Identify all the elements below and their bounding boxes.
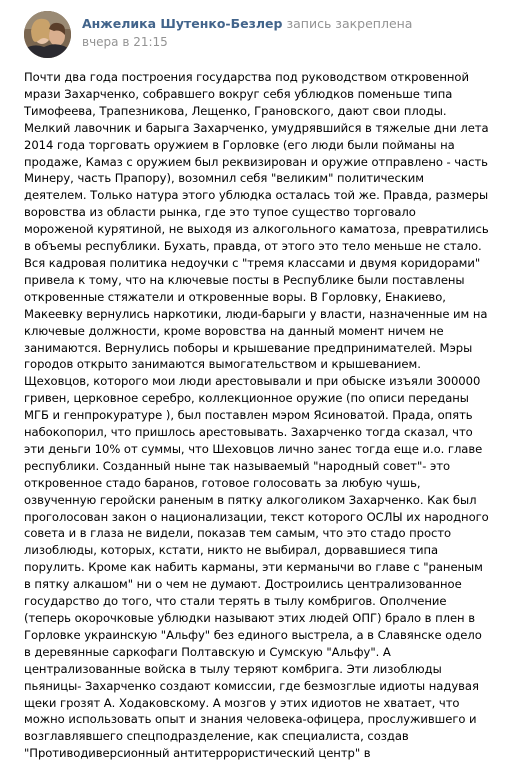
post-header <box>24 11 494 61</box>
author-name[interactable]: Анжелика Шутенко-Безлер <box>82 16 283 31</box>
post-timestamp[interactable]: вчера в 21:15 <box>82 35 168 49</box>
avatar-photo-icon <box>24 11 71 58</box>
post-text: Почти два года построения государства под руководством откровенной мрази Захарченко, собравшего вокруг себя ублюдков поменьше типа Тимофеева, Трапезникова, Лещенко, Грановского, дают свои плоды. Мелкий лавочник и барыга Захарченко, умудрявшийся в тяжелые дни лета 2014 года торговать оружием в Горловке (его люди были пойманы на продаже, Камаз с оружием был реквизирован и оружие отправлено - часть Минеру, часть Прапору), возомнил себя "великим" политическим деятелем. Только натура этого ублюдка осталась той же. Правда, размеры воровства из области рынка, где это тупое существо торговало мороженой курятиной, не выходя из алкогольного каматоза, превратились в объемы республики. Бухать, правда, от этого это тело меньше не стало. Вся кадровая политика недоучки с "тремя классами и двумя коридорами" привела к тому, что на ключевые посты в Республике были поставлены откровенные стяжатели и откровенные воры. В Горловку, Енакиево, Макеевку вернулись наркотики, люди-барыги у власти, назначенные им на ключевые должности, кроме воровства на данный момент ничем не занимаются. Вернулись поборы и крышевание предпринимателей. Мэры городов открыто занимаются вымогательством и крышеванием. Щеховцов, которого мои люди арестовывали и при обыске изъяли 300000 гривен, церковное серебро, коллекционное оружие (по описи переданы МГБ и генпрокуратуре ), был поставлен мэром Ясиноватой. Прада, опять набокопорил, что пришлось арестовывать. Захарченко тогда сказал, что эти деньги 10% от суммы, что Шеховцов лично занес тогда еще и.о. главе республики. Созданный ныне так называемый "народный совет"- это откровенное стадо баранов, готовое голосовать за любую чушь, озвученную геройски раненым в пятку алкоголиком Захарченко. Как был проголосован закон о национализации, текст которого ОСЛЫ их народного совета и в глаза не видели, показав тем самым, что это стадо просто лизоблюды, которых, кстати, никто не выбирал, дорвавшиеся типа порулить. Кроме как набить карманы, эти керманычи во главе с "раненым в пятку алкашом" ни о чем не думают. Достроились централизованное государство до того, что стали терять в тылу комбригов. Ополчение (теперь окорочковые ублюдки называют этих людей ОПГ) брало в плен в Горловке украинскую "Альфу" без единого выстрела, а в Славянске одело в деревянные саркофаги Полтавскую и Сумскую "Альфу". А централизованные войска в тылу теряют комбрига. Эти лизоблюды пьяницы- Захарченко создают комиссии, где безмозглые идиоты надувая щеки грозят А. Ходаковскому. А мозгов у этих идиотов не хватает, что можно использовать опыт и знания человека-офицера, прослужившего и возглавлявшего спецподразделение, как специалиста, создав "Противодиверсионный антитеррористический центр" в <box>24 70 489 761</box>
author-name-link[interactable] <box>82 16 412 31</box>
author-avatar[interactable] <box>24 11 71 58</box>
pinned-label: запись закреплена <box>286 16 413 31</box>
